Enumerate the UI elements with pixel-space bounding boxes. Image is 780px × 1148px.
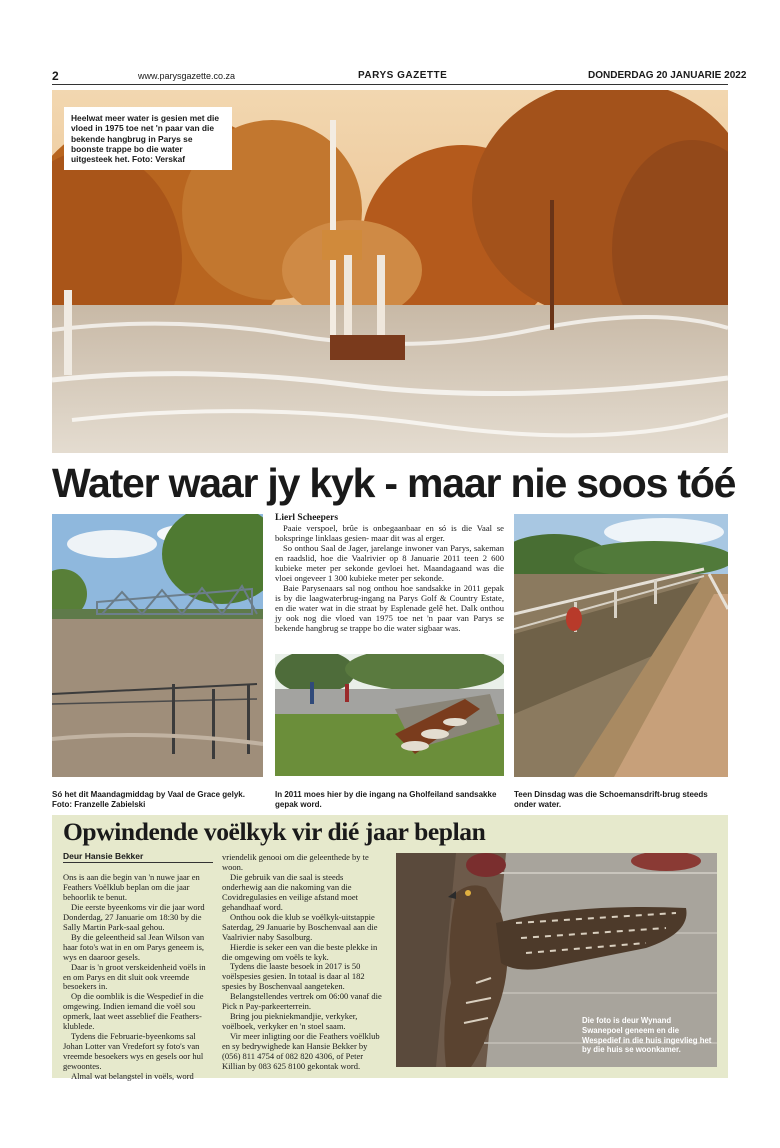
caption-middle: In 2011 moes hier by die ingang na Gholfeiland sandsakke gepak word. <box>275 790 497 809</box>
article-paragraph: So onthou Saal de Jager, jarelange inwoner van Parys, sakeman en raadslid, hoe die Vaalrivier op 8 Januarie 2011 teen 2 600 kubieke meter per sekonde gevloei het. Maandagaand was die vloei ongeveer 1 300 kubieke meter per sekonde. <box>275 543 504 584</box>
caption-right: Teen Dinsdag was die Schoemansdrift-brug steeds onder water. <box>514 790 708 809</box>
birding-headline: Opwindende voëlkyk vir dié jaar beplan <box>63 817 486 846</box>
birding-paragraph: Tydens die Februarie-byeenkoms sal Johan Lotter van Vredefort sy foto's van vreemde besoekers wys en gesels oor hul gewoontes. <box>63 1031 204 1072</box>
birding-paragraph: Die eerste byeenkoms vir die jaar word Donderdag, 27 Januarie om 18:30 by die Sally Martin Park-saal gehou. <box>63 901 205 932</box>
birding-paragraph: Ons is aan die begin van 'n nuwe jaar en Feathers Voëlklub beplan om die jaar behoorlik te benut. <box>63 872 200 902</box>
birding-paragraph: vriendelik genooi om die geleenthede by te woon. <box>222 852 369 872</box>
flood-1975-caption: Heelwat meer water is gesien met die vloed in 1975 toe net 'n paar van die bekende hangbrug in Parys se boonste trappe bo die water uitgesteek het. Foto: Verskaf <box>64 107 232 170</box>
bird-photo-caption: Die foto is deur Wynand Swanepoel geneem en die Wespedief in die huis ingevlieg het by die huis se woonkamer. <box>582 1016 712 1055</box>
header-rule <box>52 84 728 85</box>
birding-paragraph: Die gebruik van die saal is steeds onderhewig aan die nakoming van die Covidregulasies en veilige afstand moet gehandhaaf word. <box>222 871 358 912</box>
sandbags-2011-photo <box>275 654 504 776</box>
website-url: www.parysgazette.co.za <box>138 71 236 81</box>
birding-paragraph: Almal wat belangstel in voëls, word <box>71 1071 194 1082</box>
article-paragraph: Baie Parysenaars sal nog onthou hoe sandsakke in 2011 gepak is by die laagwaterbrug-ingang na Parys Golf & Country Estate, en die water wat in die straat by Esplenade gelê het. Dalk onthou jy ook nog die vloed van 1975 toe net 'n paar van Parys se bekende hangbrug se trappe bo die water sigbaar was. <box>275 583 504 634</box>
birding-paragraph: By die geleentheid sal Jean Wilson van haar foto's wat in en om Parys geneem is, wys en daaroor gesels. <box>63 931 205 962</box>
vaal-de-grace-photo <box>52 514 263 777</box>
article-body <box>275 523 504 634</box>
birding-paragraph: Bring jou piekniekmandjie, verkyker, voëlboek, verkyker en 'n stoel saam. <box>222 1011 358 1032</box>
caption-left: Só het dit Maandagmiddag by Vaal de Grace gelyk. Foto: Franzelle Zabielski <box>52 790 245 809</box>
birding-column-2 <box>222 853 384 1072</box>
birding-paragraph: Vir meer inligting oor die Feathers voëlklub en sy bedrywighede kan Hansie Bekker by (056) 811 4754 of 082 820 4306, of Peter Killian by 083 625 8100 gekontak word. <box>222 1031 380 1072</box>
page-number: 2 <box>52 69 59 83</box>
schoemansdrift-bridge-photo <box>514 514 728 777</box>
article-byline: Lierl Scheepers <box>275 513 339 523</box>
birding-paragraph: Belangstellendes vertrek om 06:00 vanaf die Pick n Pay-parkeerterrein. <box>222 991 382 1012</box>
paper-name: PARYS GAZETTE <box>358 70 448 81</box>
issue-date: DONDERDAG 20 JANUARIE 2022 <box>588 70 747 81</box>
article-paragraph: Paaie verspoel, brûe is onbegaanbaar en só is die Vaal se bokspringe linklaas gesien- maar dit was al erger. <box>275 523 504 544</box>
birding-paragraph: Op die oomblik is die Wespedief in die omgewing. Indien iemand die voël sou opmerk, laat weet asseblief die Feathers-klublede. <box>63 991 204 1032</box>
birding-byline: Deur Hansie Bekker <box>63 851 213 863</box>
main-headline: Water waar jy kyk - maar nie soos tóé <box>52 460 736 506</box>
birding-column-1 <box>63 873 213 1082</box>
birding-paragraph: Daar is 'n groot verskeidenheid voëls in en om Parys en dit sluit ook vreemde besoekers in. <box>63 961 206 992</box>
birding-paragraph: Onthou ook die klub se voëlkyk-uitstappie Saterdag, 29 Januarie by Boschenvaal aan die Vaalrivier naby Sasolburg. <box>222 911 378 942</box>
birding-paragraph: Hierdie is seker een van die beste plekke in die omgewing om voëls te kyk. <box>222 941 378 962</box>
birding-paragraph: Tydens die laaste besoek in 2017 is 50 voëlspesies gesien. In totaal is daar al 182 spesies by Boschenvaal aangeteken. <box>222 961 365 992</box>
